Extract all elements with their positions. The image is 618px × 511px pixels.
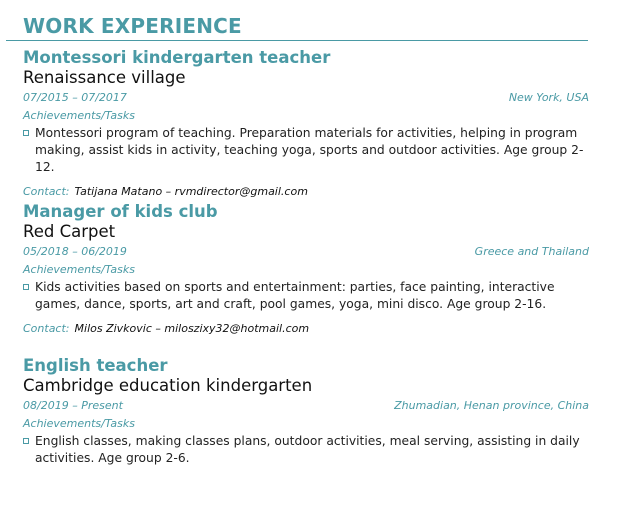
job-dates: 05/2018 – 06/2019 <box>23 245 127 258</box>
section-title: WORK EXPERIENCE <box>23 14 242 38</box>
contact-value: Milos Zivkovic – miloszixy32@hotmail.com <box>74 322 310 335</box>
square-bullet-icon <box>23 284 29 290</box>
achievements-label: Achievements/Tasks <box>23 417 135 430</box>
section-divider <box>6 40 588 41</box>
contact-value: Tatijana Matano – rvmdirector@gmail.com <box>74 185 308 198</box>
job-title: English teacher <box>23 356 168 375</box>
job-meta <box>23 243 589 261</box>
employer-name: Red Carpet <box>23 222 116 241</box>
contact-line <box>23 321 589 337</box>
square-bullet-icon <box>23 438 29 444</box>
task-text: English classes, making classes plans, outdoor activities, meal serving, assisting in daily activities. Age group 2-6. <box>35 434 580 465</box>
task-text: Kids activities based on sports and entertainment: parties, face painting, interactive games, dance, sports, art and craft, pool games, yoga, mini disco. Age group 2-16. <box>35 280 555 311</box>
achievements-label: Achievements/Tasks <box>23 109 135 122</box>
employer-name: Renaissance village <box>23 68 186 87</box>
task-item <box>23 433 589 467</box>
job-meta <box>23 89 589 107</box>
job-title: Montessori kindergarten teacher <box>23 48 331 67</box>
contact-line <box>23 184 589 200</box>
job-title: Manager of kids club <box>23 202 218 221</box>
task-item <box>23 125 589 176</box>
job-entry <box>23 48 589 200</box>
job-dates: 07/2015 – 07/2017 <box>23 91 127 104</box>
job-meta <box>23 397 589 415</box>
contact-label: Contact: <box>23 322 70 335</box>
job-dates: 08/2019 – Present <box>23 399 123 412</box>
achievements-label: Achievements/Tasks <box>23 263 135 276</box>
job-location: New York, USA <box>508 91 589 104</box>
task-item <box>23 279 589 313</box>
task-text: Montessori program of teaching. Preparation materials for activities, helping in program making, assist kids in activity, teaching yoga, sports and outdoor activities. Age group 2-12. <box>35 126 584 174</box>
job-entry <box>23 356 589 467</box>
job-location: Zhumadian, Henan province, China <box>394 399 589 412</box>
contact-label: Contact: <box>23 185 70 198</box>
square-bullet-icon <box>23 130 29 136</box>
job-location: Greece and Thailand <box>474 245 589 258</box>
job-entry <box>23 202 589 337</box>
employer-name: Cambridge education kindergarten <box>23 376 313 395</box>
